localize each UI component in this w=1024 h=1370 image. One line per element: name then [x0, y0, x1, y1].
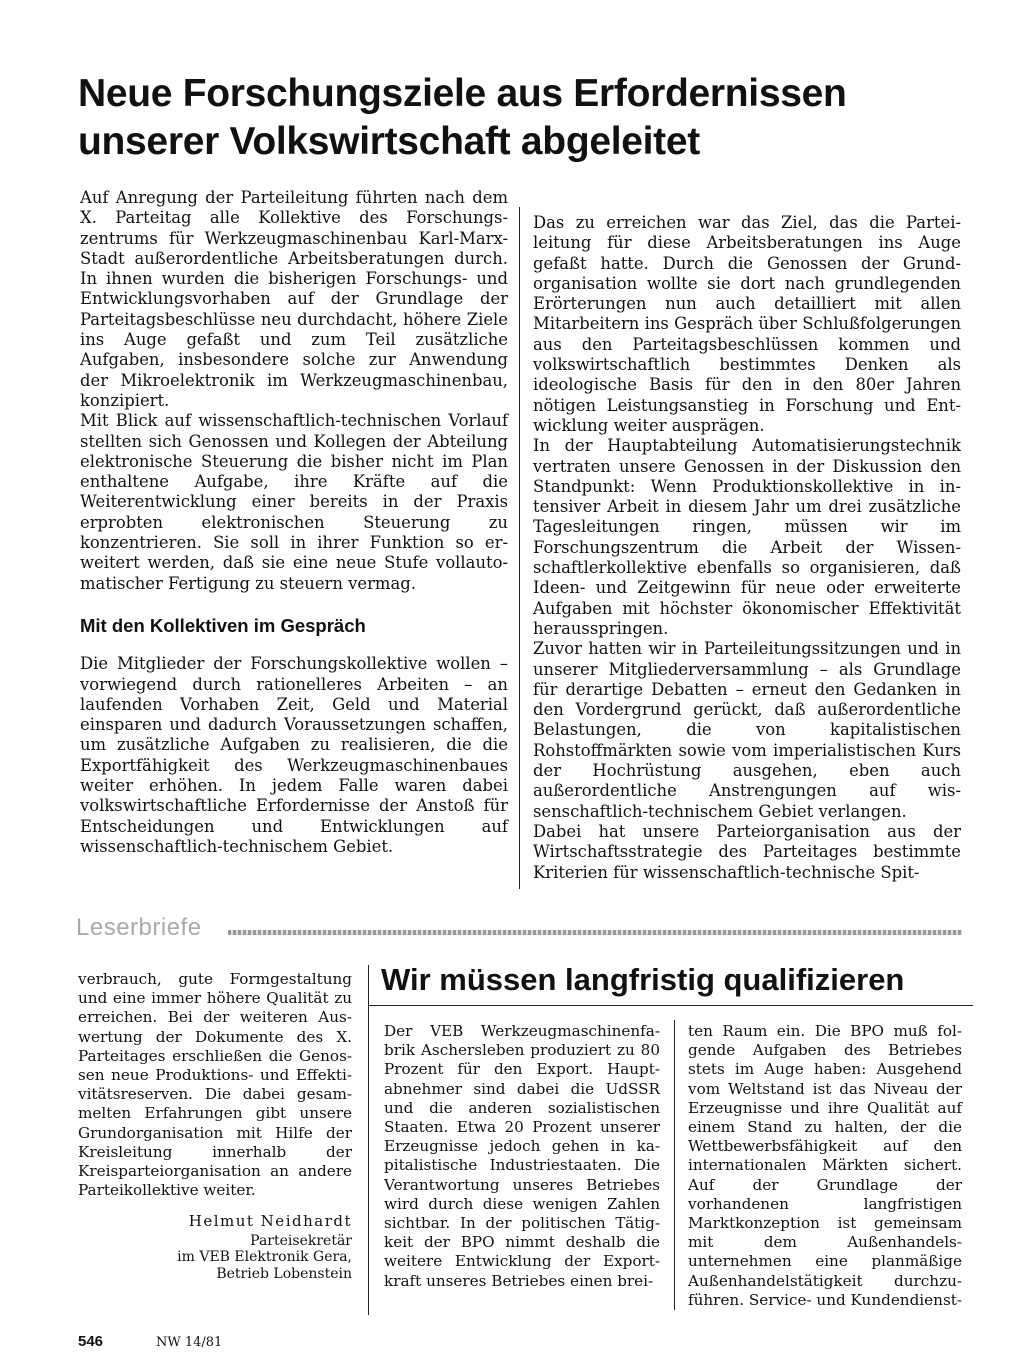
- paragraph: Mit Blick auf wissenschaftlich-technischen Vorlauf stellten sich Genossen und Kollegen der Abteilung elektronische Steuerung die bisher nicht im Plan enthaltene Aufgabe, ihre Kräfte auf die Weiterentwicklung einer bereits in der Praxis erprobten elektronischen Steuerung zu konzentrieren. Sie soll in ihrer Funktion so erweitert werden, daß sie eine neue Stufe vollautomatischer Fertigung zu steuern vermag.: [80, 411, 508, 593]
- headline-line-2: unserer Volkswirtschaft abgeleitet: [78, 120, 700, 163]
- paragraph: Zuvor hatten wir in Parteileitungssitzungen und in unserer Mitgliederversammlung – als Grundlage für derartige Debatten – erneut den Gedanken in den Vordergrund gerückt, daß außerordentliche Belastungen, die von kapitalistischen Rohstoffmärkten sowie vom imperialistischen Kurs der Hochrüstung ausgehen, eben auch außerordentliche Anstrengungen auf wissenschaftlich-technischem Gebiet verlangen.: [533, 639, 961, 821]
- issue-number: NW 14/81: [156, 1335, 223, 1350]
- author-role: Parteisekretär: [250, 1232, 352, 1249]
- section-label-leserbriefe: Leserbriefe: [76, 914, 202, 941]
- letter-column: [78, 970, 352, 1200]
- paragraph: In der Hauptabteilung Automatisierungstechnik vertraten unsere Genossen in der Diskussion den Standpunkt: Wenn Produktionskollektive in intensiver Arbeit in diesem Jahr um drei zusätzliche Tagesleitungen ringen, müssen wir im Forschungszentrum die Arbeit der Wissenschaftlerkollektive ebenfalls so organisieren, daß Ideen- und Zeitgewinn für neue oder erweiterte Aufgaben mit höchster ökonomischer Effektivität herausspringen.: [533, 436, 961, 638]
- paragraph: Das zu erreichen war das Ziel, das die Parteileitung für diese Arbeitsberatungen ins Auge gefaßt hatte. Durch die Genossen der Grundorganisation wollte sie dort nach grundlegenden Erörterungen nun auch detailliert mit allen Mitarbeitern ins Gespräch über Schlußfolgerungen aus den Parteitagsbeschlüssen kommen und volkswirtschaftlich bestimmtes Denken als ideologische Basis für den in den 80er Jahren nötigen Leistungsanstieg in Forschung und Entwicklung weiter ausprägen.: [533, 213, 961, 435]
- letter-signature: [78, 1213, 352, 1282]
- paragraph: ten Raum ein. Die BPO muß folgende Aufgaben des Betriebes stets im Auge haben: Ausgehend vom Weltstand ist das Niveau der Erzeugnisse und ihre Qualität auf einem Stand zu halten, der die Wettbewerbsfähigkeit auf den internationalen Märkten sichert. Auf der Grundlage der vorhandenen langfristigen Marktkonzeption ist gemeinsam mit dem Außenhandelsunternehmen eine planmäßige Außenhandelstätigkeit durchzuführen. Service- und Kundendienst-: [688, 1022, 962, 1309]
- author-name: Helmut Neidhardt: [188, 1212, 352, 1230]
- author-role: im VEB Elektronik Gera,: [177, 1249, 352, 1265]
- letter-headline-rule: [368, 1005, 973, 1006]
- article-column-left: [80, 188, 508, 857]
- letter2-column-1: [384, 1022, 660, 1291]
- headline-line-1: Neue Forschungsziele aus Erfordernissen: [78, 72, 847, 115]
- section-rule: [228, 930, 962, 935]
- author-role: Betrieb Lobenstein: [216, 1265, 352, 1282]
- article-column-right: [533, 213, 961, 883]
- paragraph: Die Mitglieder der Forschungskollektive wollen – vorwiegend durch rationelleres Arbeiten – an laufenden Vorhaben Zeit, Geld und Material einsparen und dadurch Voraussetzungen schaffen, um zusätzliche Aufgaben zu realisieren, die die Exportfähigkeit des Werkzeugmaschinenbaues weiter erhöhen. In jedem Falle waren dabei volkswirtschaftliche Erfordernisse der Anstoß für Entscheidungen und Entwicklungen auf wissenschaftlich-technischem Gebiet.: [80, 654, 508, 856]
- letter-box-border: [368, 965, 369, 1315]
- page-number: 546: [78, 1333, 104, 1350]
- column-divider: [519, 207, 520, 889]
- paragraph: Auf Anregung der Parteileitung führten nach dem X. Parteitag alle Kollektive des Forschungszentrums für Werkzeugmaschinenbau Karl-Marx-Stadt außerordentliche Arbeitsberatungen durch. In ihnen wurden die bisherigen Forschungs- und Entwicklungsvorhaben auf der Grundlage der Parteitagsbeschlüsse neu durchdacht, höhere Ziele ins Auge gefaßt und zum Teil zusätzliche Aufgaben, insbesondere solche zur Anwendung der Mikroelektronik im Werkzeugmaschinenbau, konzipiert.: [80, 188, 508, 410]
- article-subheading: Mit den Kollektiven im Gespräch: [80, 614, 366, 636]
- column-divider: [674, 1020, 675, 1310]
- paragraph: Dabei hat unsere Parteiorganisation aus der Wirtschaftsstrategie des Parteitages bestimmte Kriterien für wissenschaftlich-technische Spit-: [533, 821, 961, 882]
- paragraph: Der VEB Werkzeugmaschinenfabrik Aschersleben produziert zu 80 Prozent für den Export. Hauptabnehmer sind dabei die UdSSR und die anderen sozialistischen Staaten. Etwa 20 Prozent unserer Erzeugnisse jedoch gehen in kapitalistische Industriestaaten. Die Verantwortung unseres Betriebes wird durch diese wenigen Zahlen sichtbar. In der politischen Tätigkeit der BPO nimmt deshalb die weitere Entwicklung der Exportkraft unseres Betriebes einen brei-: [384, 1022, 660, 1290]
- paragraph: verbrauch, gute Formgestaltung und eine immer höhere Qualität zu erreichen. Bei der weiteren Auswertung der Dokumente des X. Parteitages erschließen die Genossen neue Produktions- und Effektivitätsreserven. Die dabei gesammelten Erfahrungen gibt unsere Grundorganisation mit Hilfe der Kreisleitung innerhalb der Kreisparteiorganisation an andere Parteikollektive weiter.: [78, 970, 352, 1200]
- letter-headline: Wir müssen langfristig qualifizieren: [381, 962, 905, 997]
- letter2-column-2: [688, 1022, 962, 1310]
- article-headline: [78, 70, 978, 166]
